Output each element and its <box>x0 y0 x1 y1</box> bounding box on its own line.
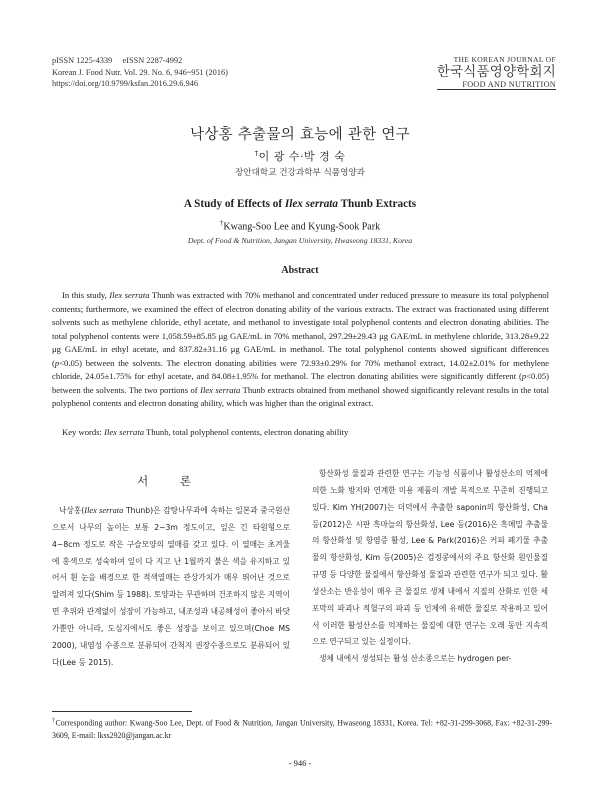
species-name: Ilex serrata <box>200 384 241 395</box>
abstract-text: Thunb extracts obtained from methanol showed significantly relevant results in the total polyphenol contents and electron donating ability, which was higher than the original extract. <box>52 384 549 409</box>
journal-meta <box>52 55 228 90</box>
intro-paragraph-1 <box>52 503 290 671</box>
doi-link[interactable]: https://doi.org/10.9799/ksfan.2016.29.6.946 <box>52 79 198 88</box>
affiliation-english: Dept. of Food & Nutrition, Jangan University, Hwaseong 18331, Korea <box>187 236 413 245</box>
citation-line: Korean J. Food Nutr. Vol. 29. No. 6, 946~951 (2016) <box>52 67 228 77</box>
keywords-list: Thunb, total polyphenol contents, electron donating ability <box>144 427 349 437</box>
footnote-text: Corresponding author: Kwang-Soo Lee, Dept. of Food & Nutrition, Jangan University, Hwaseong 18331, Korea. Tel: +82-31-299-3068, Fax: +82-31-299-3609, E-mail: lkss2920@jangan.ac.kr <box>52 718 553 741</box>
title-english <box>0 198 600 210</box>
issn-line: pISSN 1225-4339 eISSN 2287-4992 <box>52 56 183 65</box>
left-column <box>52 503 290 671</box>
title-english-pre: A Study of Effects of <box>183 198 285 210</box>
title-english-species: Ilex serrata <box>284 198 338 210</box>
journal-line1: THE KOREAN JOURNAL OF <box>453 55 556 64</box>
p-value-symbol: p <box>521 371 527 382</box>
affiliation-korean: 장안대학교 건강과학부 식품영양과 <box>235 168 365 178</box>
corresponding-mark: † <box>254 149 259 158</box>
species-name: Ilex serrata <box>84 506 124 515</box>
intro-paragraph-2: 항산화성 물질과 관련한 연구는 기능성 식품이나 활성산소의 억제에 의한 노화 방지와 연계한 미용 제품의 개발 목적으로 꾸준히 진행되고 있다. Kim YH(2007)는 더덕에서 추출한 saponin의 항산화성, Cha 등(2012)은 시판 흑마늘의 항산화성, Lee 등(2016)은 흑메밀 추출물의 항산화성 및 항염증 활성, Lee & Park(2016)은 커피 폐기물 추출물의 항산화성, Kim 등(2005)은 검정콩에서의 주요 항산화 원인물질 규명 등 다양한 물질에서 항산화성 물질과 관련한 연구가 되고 있다. 활성산소는 반응성이 매우 큰 물질로 생체 내에서 지질의 산화로 인한 세포막의 파괴나 적혈구의 파괴 등 인체에 유해한 물질로 작용하고 있어서 이러한 활성산소를 억제하는 물질에 대한 연구는 오래 동안 지속적으로 연구되고 있는 실정이다. <box>312 469 548 647</box>
keyword-species: Ilex serrata <box>104 427 145 437</box>
body-text: Thunb)은 감탕나무과에 속하는 일본과 중국원산으로서 나무의 높이는 보통 2~3m 정도이고, 잎은 긴 타원형으로 4~8cm 정도로 작은 구슬모양의 열매를 갖고 있다. 이 열매는 초겨울에 홍색으로 성숙하여 잎이 다 지고 난 1월까지 붉은 색을 유지하고 있어서 흰 눈을 배경으로 한 적색열매는 관상가치가 매우 뛰어난 것으로 알려져 있다(Shim 등 1988). 토양과는 무관하며 건조하지 않은 지역이면 추위와 관계없이 성장이 가능하고, 내조성과 내공해성이 좋아서 바닷가뿐만 아니라, 도심지에서도 좋은 성장을 보이고 있으며(Choe MS 2000), 내염성 수종으로 분류되어 간척지 권장수종으로도 분류되어 있다(Lee 등 2015). <box>52 506 290 667</box>
section-heading-introduction: 서 론 <box>137 474 205 488</box>
journal-logo <box>437 55 556 90</box>
authors-english <box>0 219 600 232</box>
body-text: 낙상홍( <box>59 506 85 515</box>
page-number: - 946 - <box>288 758 312 768</box>
abstract-text: <0.05) between the solvents. The two portions of <box>52 371 549 395</box>
footnote-rule <box>52 711 192 712</box>
abstract-paragraph <box>52 289 549 411</box>
title-korean: 낙상홍 추출물의 효능에 관한 연구 <box>190 127 410 143</box>
footnote <box>52 715 552 743</box>
abstract-text: Thunb was extracted with 70% methanol and concentrated under reduced pressure to measure its total polyphenol contents; furthermore, we examined the effect of electron donating ability of the various extracts. The extract was fractionated using different solvents such as methylene chloride, ethyl acetate, and methanol to investigate total polyphenol contents and electron donating abilities. The total polyphenol contents were 1,058.59±85.85 μg GAE/mL in 70% methanol, 297.29±29.43 μg GAE/mL in methylene chloride, 313.28±9.22 μg GAE/mL in ethyl acetate, and 837.82±31.16 μg GAE/mL in methanol. The total polyphenol contents showed significant differences ( <box>52 290 549 368</box>
right-column <box>312 466 548 668</box>
authors-korean-names: 이 광 수·박 경 숙 <box>258 150 346 163</box>
keywords-label: Key words: <box>62 427 105 437</box>
abstract-text: <0.05) between the solvents. The electron donating abilities were 72.93±0.29% for 70% methanol extract, 14.02±2.01% for methylene chloride, 24.05±1.75% for ethyl acetate, and 84.08±1.95% for methanol. The electron donating abilities were significantly different ( <box>52 357 549 382</box>
authors-english-names: Kwang-Soo Lee and Kyung-Sook Park <box>223 221 381 233</box>
authors-korean <box>0 148 600 164</box>
journal-line2: 한국식품영양학회지 <box>436 64 556 80</box>
p-value-symbol: p <box>54 357 60 368</box>
intro-paragraph-3: 생체 내에서 생성되는 활성 산소종으로는 hydrogen per- <box>319 654 512 664</box>
abstract-heading: Abstract <box>281 265 319 276</box>
title-english-post: Thunb Extracts <box>338 198 417 210</box>
abstract-text: In this study, <box>62 290 110 300</box>
journal-line3: FOOD AND NUTRITION <box>437 80 556 90</box>
corresponding-mark-en: † <box>219 219 224 227</box>
abstract-body <box>52 289 549 411</box>
footnote-mark: † <box>52 718 56 724</box>
keywords <box>62 427 348 437</box>
species-name: Ilex serrata <box>109 290 150 300</box>
